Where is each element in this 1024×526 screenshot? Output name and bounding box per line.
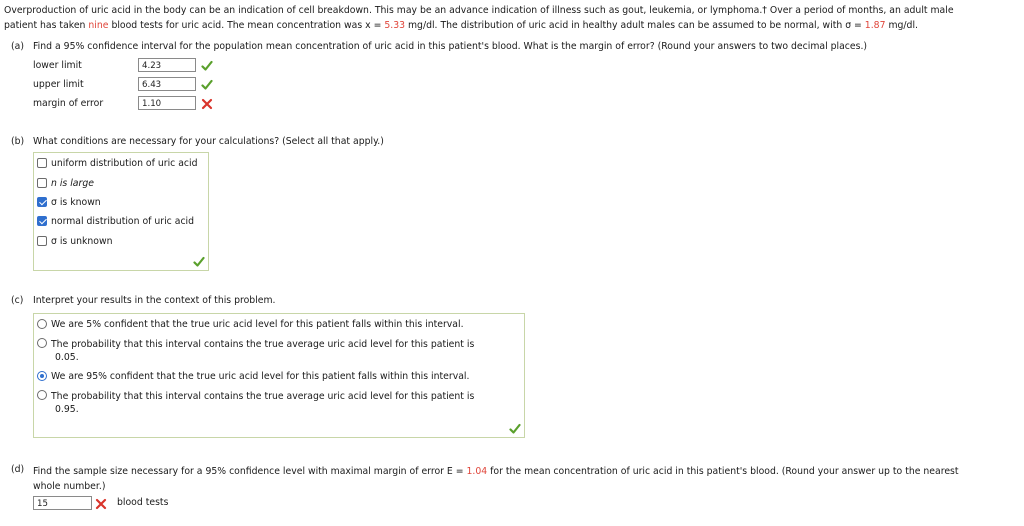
- incorrect-x-icon: [95, 498, 107, 510]
- checkbox-n-large[interactable]: [37, 178, 47, 188]
- lower-limit-label: lower limit: [33, 60, 82, 71]
- radio-probability-0-95[interactable]: [37, 390, 47, 400]
- correct-check-icon: [201, 79, 213, 91]
- correct-check-icon: [509, 423, 521, 435]
- checkbox-sigma-known[interactable]: [37, 197, 47, 207]
- option-label: We are 5% confident that the true uric acid level for this patient falls within this interval.: [51, 319, 464, 330]
- part-d-label: (d): [11, 464, 25, 475]
- part-a-question: Find a 95% confidence interval for the population mean concentration of uric acid in this patient's blood. What is the margin of error? (Round your answers to two decimal places.): [33, 41, 868, 52]
- part-a-label: (a): [11, 41, 24, 52]
- option-label: normal distribution of uric acid: [51, 216, 195, 227]
- radio-probability-0-05[interactable]: [37, 338, 47, 348]
- checkbox-uniform-distribution[interactable]: [37, 158, 47, 168]
- checkbox-sigma-unknown[interactable]: [37, 236, 47, 246]
- mean-value: 5.33: [384, 20, 406, 31]
- problem-line-1: Overproduction of uric acid in the body can be an indication of cell breakdown. This may be an advance indication of illness such as gout, leukemia, or lymphoma.† Over a period of months, an adult male: [4, 5, 954, 16]
- conditions-box: [33, 152, 209, 271]
- problem-statement: [4, 3, 954, 33]
- part-d-question: Find the sample size necessary for a 95% confidence level with maximal margin of error E = 1.04 for the mean concentration of uric acid in this patient's blood. (Round your answer up to the nearest whole number.): [33, 466, 959, 492]
- option-label: The probability that this interval contains the true average uric acid level for this patient is 0.05.: [51, 339, 475, 363]
- margin-of-error-input[interactable]: 1.10: [138, 96, 196, 110]
- correct-check-icon: [193, 256, 205, 268]
- option-label: n is large: [51, 178, 94, 189]
- radio-5-percent-confident[interactable]: [37, 319, 47, 329]
- part-b-label: (b): [11, 136, 25, 147]
- part-c-label: (c): [11, 295, 24, 306]
- correct-check-icon: [201, 60, 213, 72]
- margin-of-error-label: margin of error: [33, 98, 104, 109]
- sample-size-input[interactable]: 15: [33, 496, 92, 510]
- option-label: We are 95% confident that the true uric acid level for this patient falls within this interval.: [51, 371, 470, 382]
- problem-line-2: patient has taken nine blood tests for uric acid. The mean concentration was x = 5.33 mg/dl. The distribution of uric acid in healthy adult males can be assumed to be normal, with σ = 1.87 mg/dl.: [4, 20, 918, 31]
- upper-limit-label: upper limit: [33, 79, 84, 90]
- option-label: σ is unknown: [51, 236, 113, 247]
- option-label: σ is known: [51, 197, 101, 208]
- lower-limit-input[interactable]: 4.23: [138, 58, 196, 72]
- option-label: The probability that this interval contains the true average uric acid level for this patient is 0.95.: [51, 391, 475, 415]
- checkbox-normal-distribution[interactable]: [37, 216, 47, 226]
- radio-95-percent-confident[interactable]: [37, 371, 47, 381]
- option-label: uniform distribution of uric acid: [51, 158, 198, 169]
- incorrect-x-icon: [201, 98, 213, 110]
- max-error-value: 1.04: [466, 466, 488, 477]
- part-b-question: What conditions are necessary for your calculations? (Select all that apply.): [33, 136, 384, 147]
- units-label: blood tests: [117, 497, 169, 508]
- sigma-value: 1.87: [864, 20, 886, 31]
- upper-limit-input[interactable]: 6.43: [138, 77, 196, 91]
- sample-count: nine: [88, 20, 109, 31]
- part-c-question: Interpret your results in the context of this problem.: [33, 295, 276, 306]
